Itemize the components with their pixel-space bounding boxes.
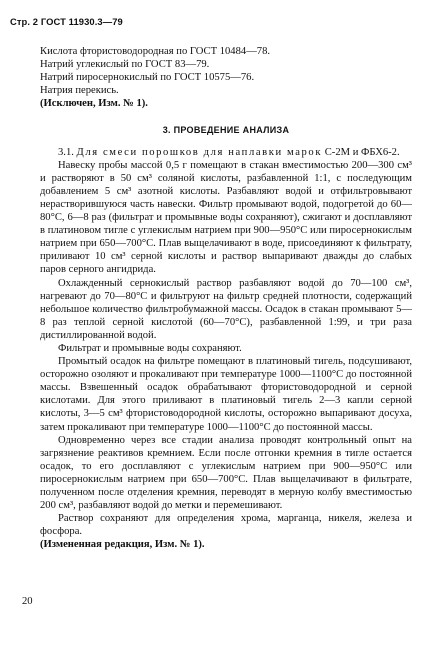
paragraph-sample-dissolution: Навеску пробы массой 0,5 г помещают в стакан вместимостью 200—300 см³ и растворяют в 50 см³ соляной кислоты, разбавленной 1:1, с последующим добавлением 5 см³ азотной кислоты. Разбавляют водой и отфильтровывают нерастворившуюся часть навески. Фильтр промывают водой, подогретой до 60—80°С, 6—8 раз (фильтрат и промывные воды сохраняют), сжигают и досплавляют в платиновом тигле с углекислым натрием при 900—950°С или пиросернокислым натрием при 650—700°С. Плав выщелачивают в воде, присоединяют к фильтрату, приливают 10 см³ серной кислоты и раствор выпаривают дважды до слабых паров серного ангидрида. — [40, 159, 412, 276]
reagent-item-na2s2o7: Натрий пиросернокислый по ГОСТ 10575—76. — [40, 72, 255, 84]
reagent-item-na2co3: Натрий углекислый по ГОСТ 83—79. — [40, 59, 210, 71]
paragraph-ignition: Промытый осадок на фильтре помещают в платиновый тигель, подсушивают, осторожно озоляют и прокаливают при температуре 1000—1100°С до постоянной массы. Взвешенный осадок обрабатывают фтористоводородной и серной кислотами. Для этого приливают в платиновый тигель 2—3 капли серной кислоты, 3—5 см³ фтористоводородной кислоты, осторожно выпаривают досуха, затем прокаливают при температуре 1000—1100°С до постоянной массы. — [40, 356, 412, 433]
reagent-list — [40, 45, 412, 97]
amendment-note-excluded: (Исключен, Изм. № 1). — [40, 98, 148, 110]
paragraph-solution-kept: Раствор сохраняют для определения хрома, марганца, никеля, железа и фосфора. — [40, 513, 412, 538]
page-content — [40, 45, 412, 551]
reagent-item-hf: Кислота фтористоводородная по ГОСТ 10484—78. — [40, 46, 271, 57]
page-number: 20 — [22, 596, 33, 607]
paragraph-control-test: Одновременно через все стадии анализа проводят контрольный опыт на загрязнение реактивов кремнием. Если после отгонки кремния в тигле остается осадок, то его досплавляют с углекислым натрием при 900—950°С или пиросернокислым натрием при 650—700°С. Плав выщелачивают в фильтрате, полученном после отделения кремния, переводят в мерную колбу вместимостью 200 см³, разбавляют водой до метки и перемешивают. — [40, 434, 412, 512]
clause-3-1-heading — [40, 146, 412, 159]
amendment-note-revised: (Измененная редакция, Изм. № 1). — [40, 539, 205, 551]
section-title: 3. ПРОВЕДЕНИЕ АНАЛИЗА — [162, 125, 290, 136]
reagent-item-na2o2: Натрия перекись. — [40, 85, 119, 97]
page-header: Стр. 2 ГОСТ 11930.3—79 — [10, 16, 123, 27]
paragraph-filtrate-kept: Фильтрат и промывные воды сохраняют. — [58, 342, 242, 354]
paragraph-filtration: Охлажденный сернокислый раствор разбавляют водой до 70—100 см³, нагревают до 70—80°С и фильтруют на фильтр средней плотности, содержащий небольшое количество фильтробумажной массы. Осадок в стакан промывают 5—8 раз теплой серной кислотой (60—70°С), разбавленной 1:99, и три раза дистиллированной водой. — [40, 277, 412, 341]
clause-number: 3.1. — [58, 146, 74, 158]
clause-spaced-title: Для смеси порошков для наплавки марок — [76, 146, 323, 158]
clause-grades: С-2М и ФБХ6-2. — [324, 146, 400, 158]
